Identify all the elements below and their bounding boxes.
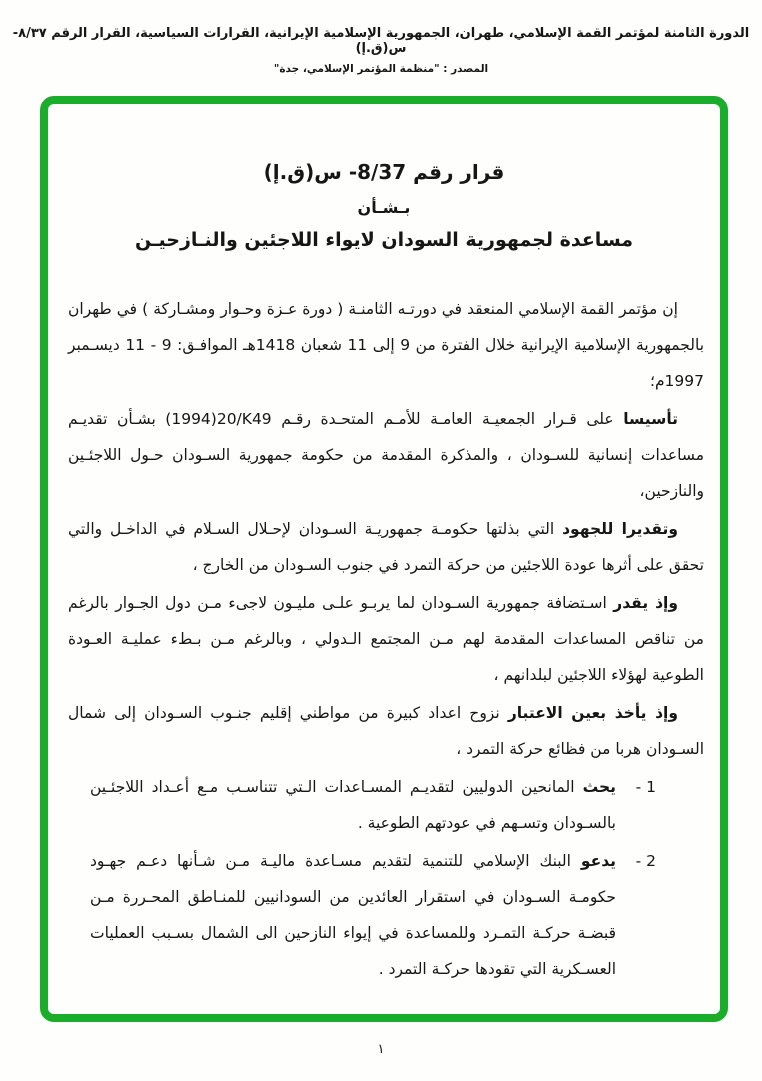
paragraph-text: على قـرار الجمعيـة العامـة للأمـم المتحـدة رقـم ⁦(1994)20/K49⁩ بشـأن تقديـم مساعدات إنسانية للسـودان ، والمذكرة المقدمة من حكومة جمهورية السـودان حـول اللاجئـين والنازحين، bbox=[68, 410, 704, 500]
item-text: المانحين الدوليين لتقديـم المسـاعدات الـتي تتناسـب مـع أعـداد اللاجئـين بالسـودان وتسـهم في عودتهم الطوعية . bbox=[90, 778, 616, 832]
item-lead: يدعو bbox=[580, 852, 616, 870]
regarding-label: بـشـأن bbox=[357, 198, 411, 217]
title-block bbox=[48, 104, 720, 251]
preamble-paragraph bbox=[68, 585, 704, 693]
item-lead: يحث bbox=[582, 778, 616, 796]
operative-item bbox=[90, 843, 656, 987]
item-number: 2 - bbox=[635, 852, 656, 870]
item-text: البنك الإسلامي للتنمية لتقديم مسـاعدة ماليـة مـن شـأنها دعـم جهـود حكومـة السـودان في استقرار العائدين من السودانيين للمنـاطق المحـررة مـن قبضـة حركـة التمـرد وللمساعدة في إيواء النازحين الى الشمال بسـبب العمليات العسـكرية التي تقودها حركـة التمرد . bbox=[90, 852, 616, 978]
preamble-paragraph bbox=[68, 291, 704, 399]
item-paragraph bbox=[90, 769, 616, 841]
item-number: 1 - bbox=[635, 778, 656, 796]
paragraph-text: نزوح اعداد كبيرة من مواطني إقليم جنـوب السـودان إلى شمال السـودان هربا من فظائع حركة التمرد ، bbox=[68, 704, 704, 758]
paragraph-text: التي بذلتها حكومـة جمهوريـة السـودان لإحـلال السـلام في الداخـل والتي تحقق على أثرها عودة اللاجئين من حركة التمرد في جنوب السـودان من الخارج ، bbox=[68, 520, 704, 574]
header-source: المصدر : "منظمة المؤتمر الإسلامي، جدة" bbox=[273, 63, 489, 75]
resolution-number-title: قرار رقم 8/37- س(ق.إ) bbox=[263, 160, 505, 184]
paragraph-text: اسـتضافة جمهورية السـودان لما يربـو علـى مليـون لاجىء مـن دول الجـوار بالرغم من تناقص المساعدات المقدمة لهم مـن المجتمع الـدولي ، وبالرغم مـن بـطء عمليـة العـودة الطوعية لهؤلاء اللاجئين لبلدانهم ، bbox=[68, 594, 704, 684]
document-body bbox=[48, 251, 720, 987]
paragraph-lead: وإذ يأخذ بعين الاعتبار bbox=[507, 704, 678, 722]
paragraph-lead: وإذ يقدر bbox=[613, 594, 679, 612]
preamble-paragraph bbox=[68, 401, 704, 509]
page-header bbox=[0, 26, 762, 75]
preamble-paragraph bbox=[68, 695, 704, 767]
item-paragraph bbox=[90, 843, 616, 987]
paragraph-lead: تأسيسا bbox=[623, 410, 678, 428]
resolution-subject-title: مساعدة لجمهورية السودان لايواء اللاجئين والنـازحيـن bbox=[134, 229, 634, 251]
header-citation: الدورة الثامنة لمؤتمر القمة الإسلامي، طهران، الجمهورية الإسلامية الإيرانية، القرارات السياسية، القرار الرقم ٨/٣٧-س(ق.إ) bbox=[12, 26, 750, 56]
page-footer bbox=[0, 1042, 762, 1057]
page-number: ١ bbox=[377, 1042, 385, 1057]
paragraph-lead: وتقديرا للجهود bbox=[562, 520, 678, 538]
preamble-paragraph bbox=[68, 511, 704, 583]
paragraph-text: إن مؤتمر القمة الإسلامي المنعقد في دورتـه الثامنـة ( دورة عـزة وحـوار ومشـاركة ) في طهران بالجمهورية الإسلامية الإيرانية خلال الفترة من 9 إلى 11 شعبان 1418هـ الموافـق: 9 - 11 ديسـمبر 1997م؛ bbox=[68, 300, 705, 390]
operative-item bbox=[90, 769, 656, 841]
document-frame bbox=[40, 96, 728, 1022]
